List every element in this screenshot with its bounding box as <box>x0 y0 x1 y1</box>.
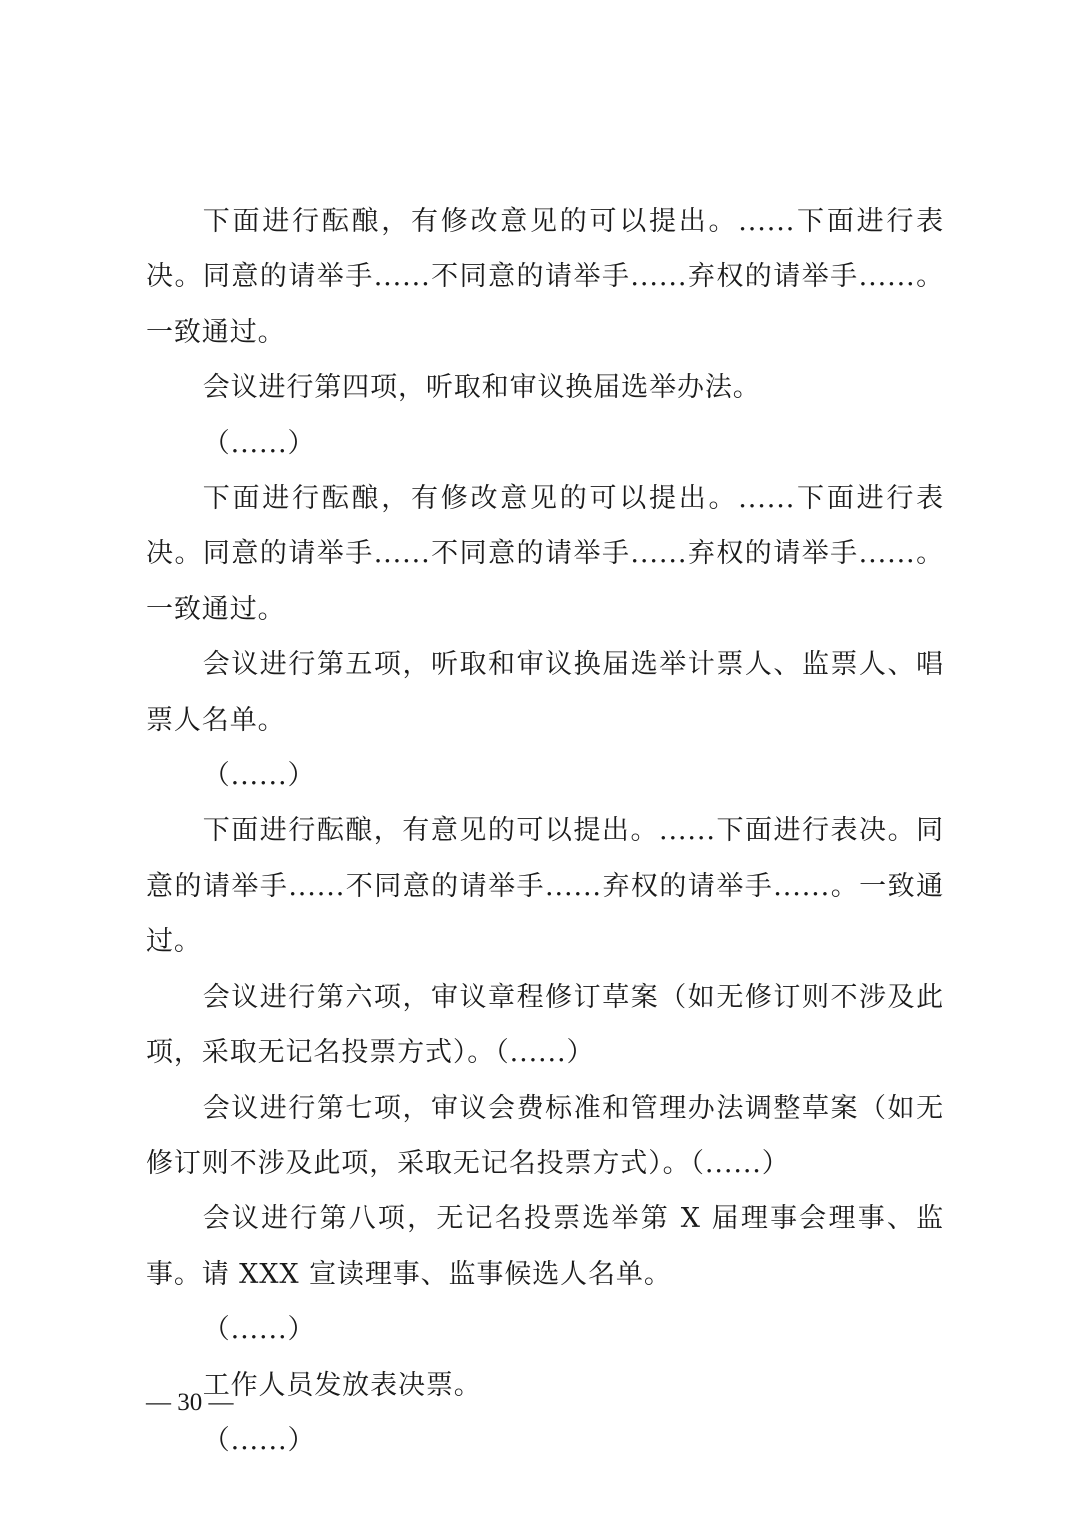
paragraph-ellipsis: （......） <box>202 1314 316 1346</box>
paragraph-item-four: 会议进行第四项，听取和审议换届选举办法。 <box>202 372 761 404</box>
page-number: — 30 — <box>146 1389 234 1416</box>
paragraph-item-six: 会议进行第六项，审议章程修订草案（如无修订则不涉及此项，采取无记名投票方式）。（......） <box>146 981 944 1069</box>
paragraph-ballot-distribution: 工作人员发放表决票。 <box>202 1369 482 1401</box>
paragraph-deliberation-vote: 下面进行酝酿，有修改意见的可以提出。......下面进行表决。同意的请举手......不同意的请举手......弃权的请举手......。一致通过。 <box>146 206 944 348</box>
paragraph-ellipsis: （......） <box>202 1424 316 1456</box>
paragraph-item-seven: 会议进行第七项，审议会费标准和管理办法调整草案（如无修订则不涉及此项，采取无记名投票方式）。（......） <box>146 1092 944 1179</box>
document-body <box>146 194 944 1468</box>
paragraph-ellipsis: （......） <box>202 427 316 459</box>
paragraph-item-five: 会议进行第五项，听取和审议换届选举计票人、监票人、唱票人名单。 <box>146 649 944 736</box>
paragraph-deliberation-vote: 下面进行酝酿，有意见的可以提出。......下面进行表决。同意的请举手......不同意的请举手......弃权的请举手......。一致通过。 <box>146 815 944 958</box>
paragraph-deliberation-vote: 下面进行酝酿，有修改意见的可以提出。......下面进行表决。同意的请举手......不同意的请举手......弃权的请举手......。一致通过。 <box>146 483 944 625</box>
paragraph-item-eight: 会议进行第八项，无记名投票选举第 X 届理事会理事、监事。请 XXX 宣读理事、监事候选人名单。 <box>146 1203 944 1290</box>
paragraph-ellipsis: （......） <box>202 760 316 792</box>
